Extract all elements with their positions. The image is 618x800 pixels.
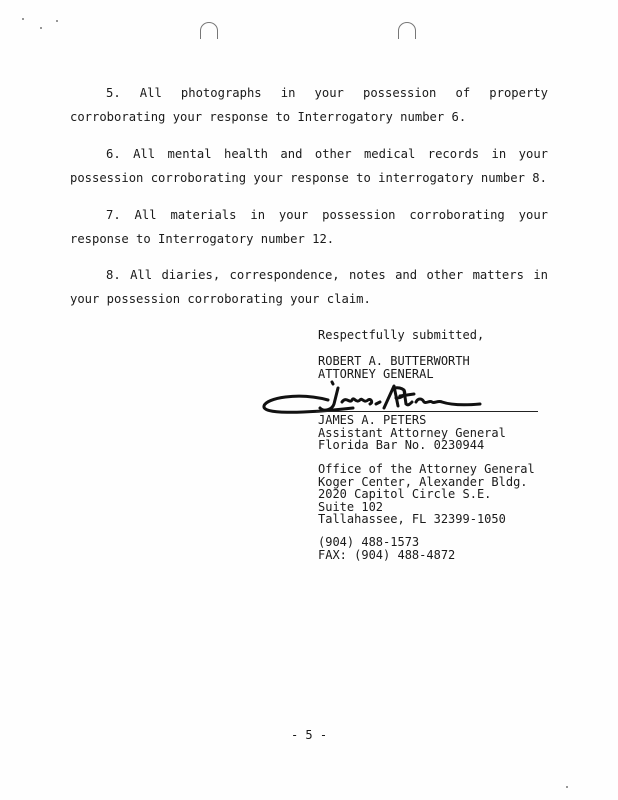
scan-speck [40, 27, 42, 29]
address-line: 2020 Capitol Circle S.E. [318, 487, 492, 501]
closing [318, 329, 484, 342]
punch-hole-right [398, 22, 416, 39]
request-text-line: 6. All mental health and other medical records in your [106, 147, 548, 161]
punch-hole-left [200, 22, 218, 39]
scan-speck [56, 20, 58, 22]
address-line: Office of the Attorney General [318, 462, 535, 476]
scan-speck [22, 18, 24, 20]
request-item-7 [70, 203, 548, 251]
request-text-line: your possession corroborating your claim. [70, 292, 371, 306]
phone-number: (904) 488-1573 [318, 535, 420, 549]
address-line: Suite 102 [318, 499, 384, 514]
signer-name: JAMES A. PETERS [318, 413, 427, 427]
scan-speck [566, 786, 568, 788]
signature-line [316, 411, 538, 412]
request-text-line: response to Interrogatory number 12. [70, 232, 335, 246]
attorney-general-block [318, 355, 470, 380]
request-item-5 [70, 81, 548, 129]
signer-block [318, 414, 506, 452]
address-line: Koger Center, Alexander Bldg. [318, 474, 528, 489]
attorney-general-name: ROBERT A. BUTTERWORTH [318, 354, 470, 368]
request-item-8 [70, 263, 548, 311]
request-item-6 [70, 142, 548, 190]
signer-title: Assistant Attorney General [318, 425, 506, 440]
attorney-general-title: ATTORNEY GENERAL [318, 366, 434, 381]
request-text-line: 5. All photographs in your possession of property [106, 86, 548, 100]
office-address [318, 463, 535, 526]
request-text-line: 8. All diaries, correspondence, notes and other matters in [106, 268, 548, 282]
page-number: - 5 - [290, 728, 328, 742]
signer-bar-number: Florida Bar No. 0230944 [318, 438, 485, 452]
fax-number: FAX: (904) 488-4872 [318, 547, 456, 562]
request-text-line: 7. All materials in your possession corroborating your [106, 208, 548, 222]
address-line: Tallahassee, FL 32399-1050 [318, 512, 506, 526]
request-text-line: possession corroborating your response to interrogatory number 8. [70, 171, 547, 185]
request-text-line: corroborating your response to Interrogatory number 6. [70, 110, 467, 124]
contact-block [318, 536, 455, 561]
closing-text: Respectfully submitted, [318, 328, 485, 342]
